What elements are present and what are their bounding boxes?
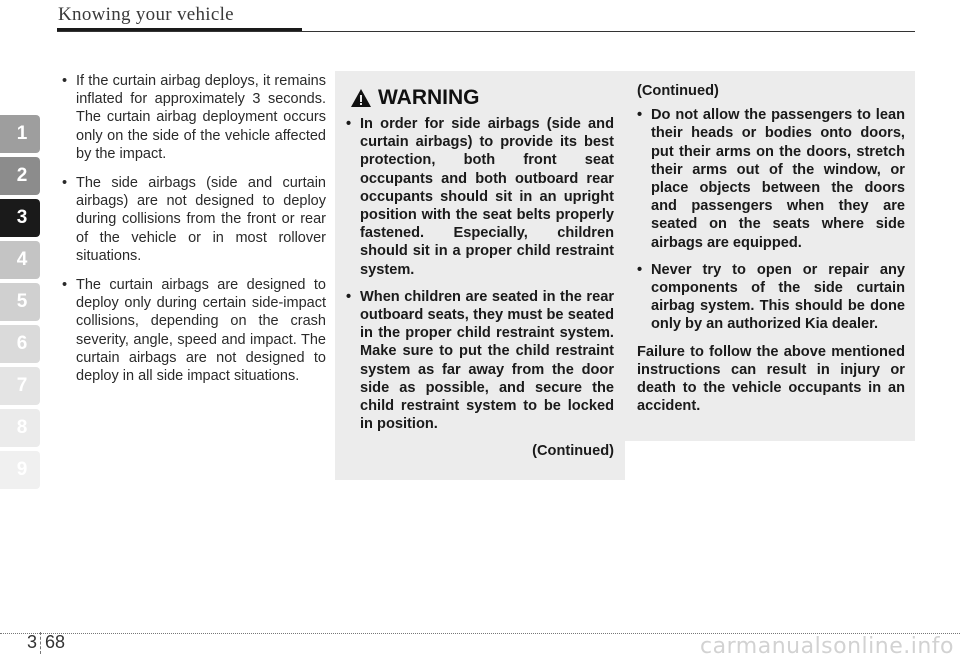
page-number-separator — [40, 632, 42, 654]
header-rule — [57, 31, 915, 32]
list-item: • Do not allow the passengers to lean their heads or bodies onto doors, put their arms on the doors, stretch their arms out of the window, or place objects between the doors and passengers when they are seated on the seats where side airbags are equipped. — [637, 106, 905, 252]
list-item: • Never try to open or repair any components of the side curtain airbag system. This should be done only by an authorized Kia dealer. — [637, 261, 905, 334]
continued-label: (Continued) — [532, 443, 614, 460]
chapter-tab-8[interactable]: 8 — [0, 409, 40, 447]
chapter-tab-5[interactable]: 5 — [0, 283, 40, 321]
chapter-tab-3[interactable]: 3 — [0, 199, 40, 237]
watermark: carmanualsonline.info — [700, 634, 954, 659]
warning-closing-text: Failure to follow the above mentioned instructions can result in injury or death to the vehicle occupants in an accident. — [637, 343, 905, 415]
chapter-number: 3 — [27, 632, 38, 652]
chapter-tab-9[interactable]: 9 — [0, 451, 40, 489]
list-item: • If the curtain airbag deploys, it remains inflated for approximately 3 seconds. The curtain airbag deployment occurs only on the side of the vehicle affected by the impact. — [62, 72, 326, 163]
chapter-tab-2[interactable]: 2 — [0, 157, 40, 195]
warning-heading-text: WARNING — [378, 86, 480, 109]
chapter-tab-1[interactable]: 1 — [0, 115, 40, 153]
warning-column-a — [346, 115, 614, 461]
left-bullet-list — [62, 72, 326, 385]
warning-bullet-list-b — [637, 106, 905, 333]
page-number — [27, 632, 65, 654]
chapter-tab-6[interactable]: 6 — [0, 325, 40, 363]
list-item: • In order for side airbags (side and curtain airbags) to provide its best protection, both front seat occupants and both outboard rear occupants should sit in an upright position with the seat belts properly fastened. Especially, children should sit in a proper child restraint system. — [346, 115, 614, 279]
page-number-value: 68 — [45, 632, 66, 652]
continued-label: (Continued) — [637, 83, 719, 99]
page-header-title: Knowing your vehicle — [58, 4, 234, 25]
warning-column-b — [637, 82, 905, 415]
warning-bullet-list-a — [346, 115, 614, 433]
warning-triangle-icon — [350, 88, 372, 108]
chapter-tab-4[interactable]: 4 — [0, 241, 40, 279]
chapter-tab-7[interactable]: 7 — [0, 367, 40, 405]
list-item: • When children are seated in the rear outboard seats, they must be seated in the proper child restraint system. Make sure to put the child restraint system as far away from the door side as possible, and secure the child restraint system to be locked in position. — [346, 288, 614, 434]
list-item: • The side airbags (side and curtain airbags) are not designed to deploy during collisions from the front or rear of the vehicle or in most rollover situations. — [62, 174, 326, 265]
left-column-text — [62, 72, 326, 396]
list-item: • The curtain airbags are designed to deploy only during certain side-impact collisions, depending on the crash severity, angle, speed and impact. The curtain airbags are not designed to deploy in all side impact situations. — [62, 276, 326, 385]
warning-heading — [350, 86, 480, 110]
